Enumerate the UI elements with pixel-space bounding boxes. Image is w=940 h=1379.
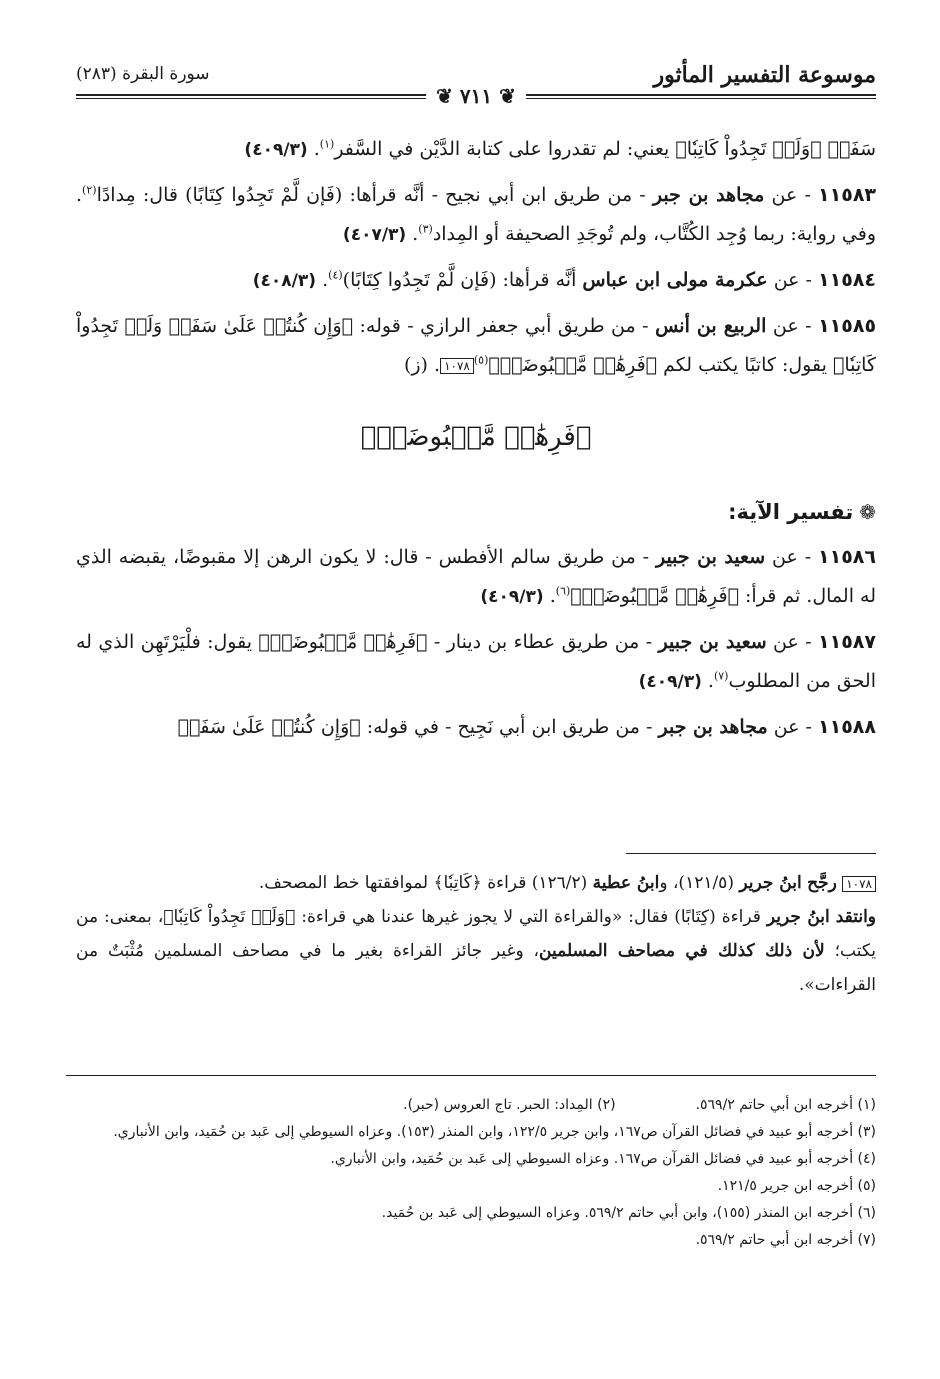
book-title: موسوعة التفسير المأثور <box>653 62 876 88</box>
footnote-3: (٣) أخرجه أبو عبيد في فضائل القرآن ص١٦٧، وابن جرير ١٢٢/٥، وابن المنذر (١٥٣). وعزاه السيوطي إلى عَبد بن حُمَيد، وابن الأنباري. <box>113 1124 876 1140</box>
narration-11588: ١١٥٨٨ - عن مجاهد بن جبر - من طريق ابن أبي نَجِيح - في قوله: ﴿وَإِن كُنتُمۡ عَلَىٰ سَفَرٖ <box>177 716 876 738</box>
commentary-note-2: وانتقد ابنُ جرير قراءة (كِتَابًا) فقال: «والقراءة التي لا يجوز غيرها عندنا هي قراءة: ﴿وَلَمۡ تَجِدُواْ كَاتِبٗا﴾، بمعنى: من يكتب؛ لأن ذلك كذلك في مصاحف المسلمين، وغير جائز القراءة بغير ما في مصاحف المسلمين مُثْبَتٌ من القراءات». <box>76 907 877 995</box>
narration-11587: ١١٥٨٧ - عن سعيد بن جبير - من طريق عطاء بن دينار - ﴿فَرِهَٰنٞ مَّقۡبُوضَةٞ﴾ يقول: فلْيَرْتَهِن الذي له الحق من المطلوب$^{(٧)}$. (٤٠٩/٣) <box>76 631 876 692</box>
narrator-name: مجاهد بن جبر <box>658 716 768 738</box>
narrator-name: سعيد بن جبير <box>658 631 767 653</box>
narrator-name: الربيع بن أنس <box>655 315 767 337</box>
verse-heading: ﴿فَرِهَٰنٞ مَّقۡبُوضَةٞ﴾ <box>360 422 592 452</box>
narrator-name: سعيد بن جبير <box>655 546 766 568</box>
footnotes-divider <box>66 1075 876 1076</box>
notes-divider <box>626 853 876 854</box>
footnote-5: (٥) أخرجه ابن جرير ١٢١/٥. <box>717 1178 876 1194</box>
footnote-7: (٧) أخرجه ابن أبي حاتم ٥٦٩/٢. <box>695 1232 876 1248</box>
surah-label: سورة البقرة (٢٨٣) <box>76 64 210 84</box>
commentary-note-1: ١٠٧٨ رجَّح ابنُ جرير (١٢١/٥)، وابنُ عطية (١٢٦/٢) قراءة ﴿كَاتِبٗا﴾ لموافقتها خط المصحف. <box>76 866 876 900</box>
commentary-marker: ١٠٧٨ <box>440 358 474 374</box>
page-header <box>76 62 876 108</box>
narration-11586: ١١٥٨٦ - عن سعيد بن جبير - من طريق سالم الأفطس - قال: لا يكون الرهن إلا مقبوضًا، يقبضه الذي له المال. ثم قرأ: ﴿فَرِهَٰنٞ مَّقۡبُوضَةٞ﴾$^{(٦)}$. (٤٠٩/٣) <box>76 546 876 607</box>
main-text <box>76 130 876 753</box>
page-number: ❦ ٧١١ ❦ <box>426 84 526 108</box>
footnotes <box>76 1092 876 1254</box>
narration-11585: ١١٥٨٥ - عن الربيع بن أنس - من طريق أبي جعفر الرازي - قوله: ﴿وَإِن كُنتُمۡ عَلَىٰ سَفَرٖ وَلَمۡ تَجِدُواْ كَاتِبٗا﴾ يقول: كاتبًا يكتب لكم ﴿فَرِهَٰنٞ مَّقۡبُوضَةٞ﴾$^{(٥)}$١٠٧٨. (ز) <box>76 315 877 376</box>
commentary-notes <box>76 866 876 1002</box>
footnote-6: (٦) أخرجه ابن المنذر (١٥٥)، وابن أبي حاتم ٥٦٩/٢. وعزاه السيوطي إلى عَبد بن حُمَيد. <box>381 1205 876 1221</box>
footnote-row <box>76 1092 876 1119</box>
footnote-2: (٢) المِداد: الحبر. تاج العروس (حبر). <box>403 1097 616 1113</box>
paragraph-continuation: سَفَرٖ ﴿وَلَمۡ تَجِدُواْ كَاتِبٗا﴾ يعني: لم تقدروا على كتابة الدَّيْن في السَّفر$^{(١)}$. (٤٠٩/٣) <box>244 137 876 160</box>
narrator-name: عكرمة مولى ابن عباس <box>582 269 768 291</box>
footnote-4: (٤) أخرجه أبو عبيد في فضائل القرآن ص١٦٧. وعزاه السيوطي إلى عَبد بن حُمَيد، وابن الأنباري. <box>330 1151 876 1167</box>
footnote-1: (١) أخرجه ابن أبي حاتم ٥٦٩/٢. <box>695 1097 876 1113</box>
narration-11583: ١١٥٨٣ - عن مجاهد بن جبر - من طريق ابن أبي نجيح - أنَّه قرأها: (فَإن لَّمْ تَجِدُوا كِتَابًا) قال: مِدادًا$^{(٢)}$. وفي رواية: ربما وُجِد الكُتَّاب، ولم تُوجَدِ الصحيفة أو المِداد$^{(٣)}$. (٤٠٧/٣) <box>76 183 877 245</box>
commentary-marker: ١٠٧٨ <box>842 876 876 892</box>
narration-11584: ١١٥٨٤ - عن عكرمة مولى ابن عباس أنَّه قرأها: (فَإن لَّمْ تَجِدُوا كِتَابًا)$^{(٤)}$. (٤٠٨/٣) <box>252 268 876 291</box>
narrator-name: مجاهد بن جبر <box>652 184 765 206</box>
section-title: ❁تفسير الآية: <box>728 500 876 524</box>
flower-ornament-icon: ❁ <box>859 500 876 524</box>
